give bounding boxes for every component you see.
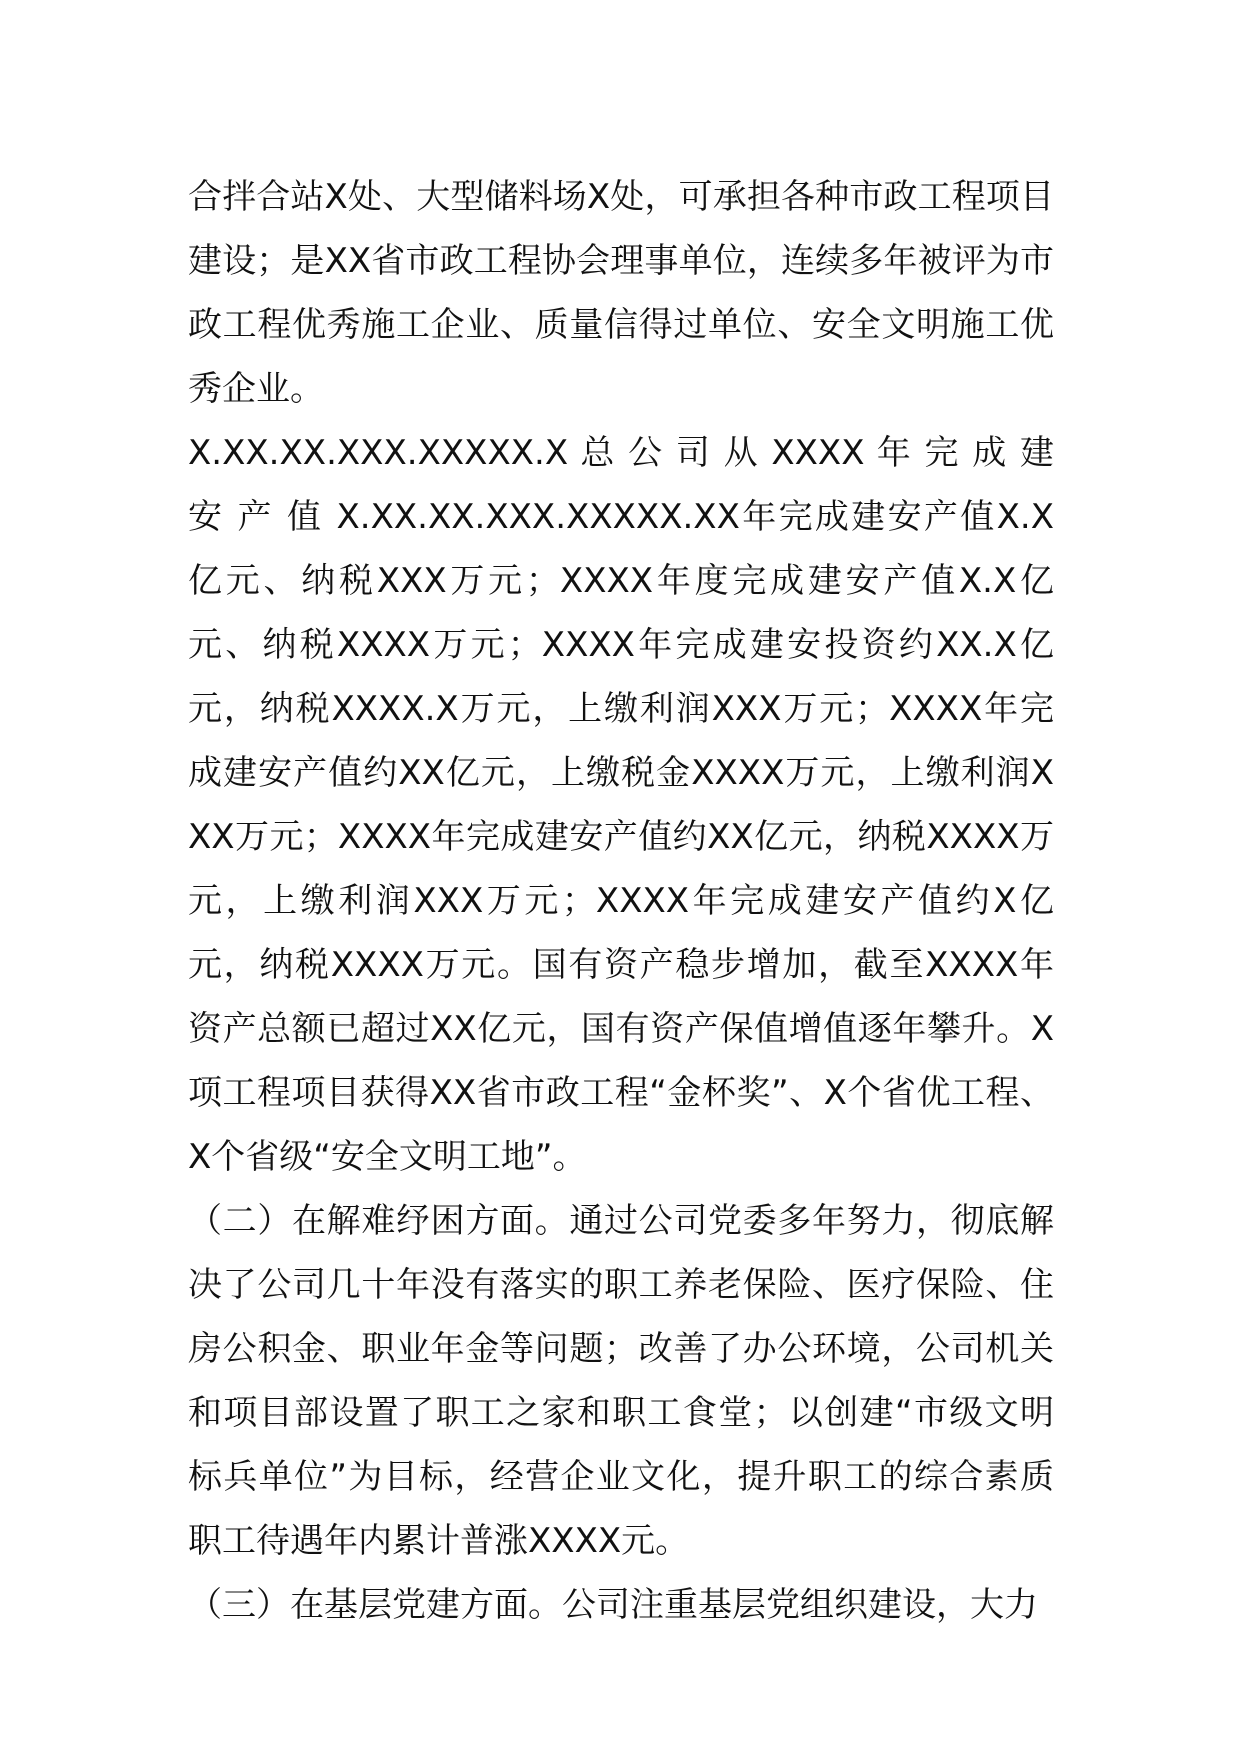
paragraph-party-building: （三）在基层党建方面。公司注重基层党组织建设，大力 bbox=[188, 1585, 1038, 1625]
paragraph-output-value-history: X.XX.XX.XXX.XXXXX.X 总 公 司 从 XXXX 年 完 成 建 安 产 值 X.XX.XX.XXX.XXXXX.XX年完成建安产值X.X亿元、纳税XXX万元；XXXX年度完成建安产值X.X亿元、纳税XXXX万元；XXXX年完成建安投资约XX.X亿元，纳税XXXX.X万元，上缴利润XXX万元；XXXX年完成建安产值约XX亿元，上缴税金XXXX万元，上缴利润XXX万元；XXXX年完成建安产值约XX亿元，纳税XXXX万元，上缴利润XXX万元；XXXX年完成建安产值约X亿元，纳税XXXX万元。国有资产稳步增加，截至XXXX年资产总额已超过XX亿元，国有资产保值增值逐年攀升。X项工程项目获得XX省市政工程“金杯奖”、X个省优工程、X个省级“安全文明工地”。 bbox=[188, 433, 1054, 1177]
document-body bbox=[188, 165, 1054, 1637]
paragraph-company-qualifications: 合拌合站X处、大型储料场X处，可承担各种市政工程项目建设；是XX省市政工程协会理事单位，连续多年被评为市政工程优秀施工企业、质量信得过单位、安全文明施工优秀企业。 bbox=[188, 177, 1054, 409]
paragraph-relief-measures: （二）在解难纾困方面。通过公司党委多年努力，彻底解决了公司几十年没有落实的职工养老保险、医疗保险、住房公积金、职业年金等问题；改善了办公环境，公司机关和项目部设置了职工之家和职工食堂；以创建“市级文明标兵单位”为目标，经营企业文化，提升职工的综合素质职工待遇年内累计普涨XXXX元。 bbox=[188, 1201, 1054, 1561]
